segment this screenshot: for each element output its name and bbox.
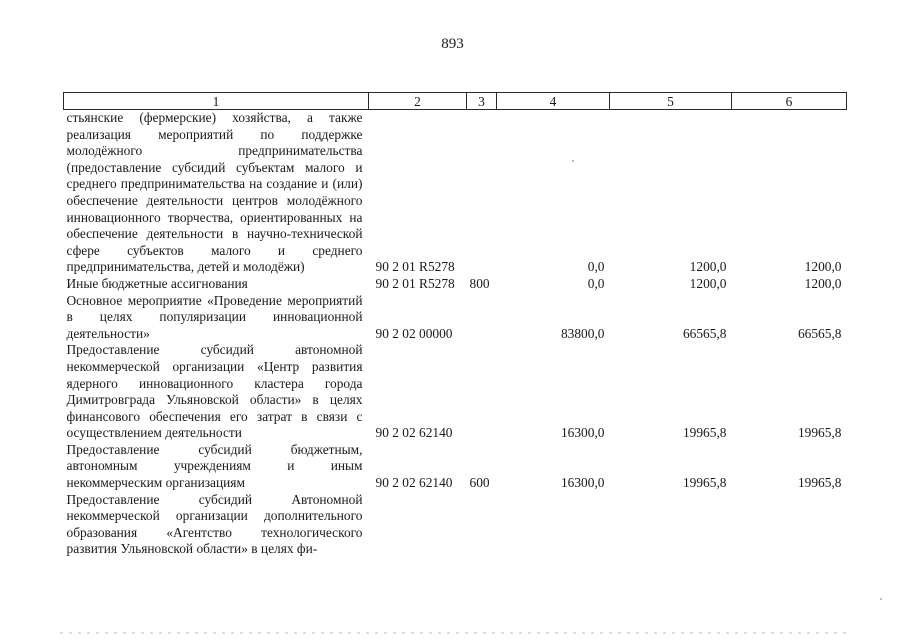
row-type: 600 — [469, 475, 490, 491]
page-number: 893 — [441, 36, 464, 52]
scan-speck — [880, 598, 882, 600]
row-value-4 — [497, 492, 610, 558]
row-type — [467, 492, 497, 558]
table-row — [64, 442, 847, 492]
header-col-2: 2 — [369, 93, 467, 110]
row-value-4: 0,0 — [587, 259, 605, 275]
row-value-5: 66565,8 — [682, 325, 727, 341]
table-row — [64, 110, 847, 276]
row-value-5: 1200,0 — [689, 275, 727, 291]
row-value-5: 19965,8 — [682, 475, 727, 491]
row-code — [369, 492, 467, 558]
header-col-4: 4 — [497, 93, 610, 110]
table-row — [64, 492, 847, 558]
table-row — [64, 276, 847, 293]
scan-speck — [572, 160, 574, 162]
row-value-6: 1200,0 — [804, 259, 842, 275]
row-type — [467, 293, 497, 343]
row-type: 800 — [469, 275, 490, 291]
header-col-1: 1 — [64, 93, 369, 110]
header-col-3: 3 — [467, 93, 497, 110]
scan-edge-noise — [60, 632, 850, 634]
row-value-4: 83800,0 — [560, 325, 605, 341]
row-code: 90 2 02 62140 — [375, 425, 453, 441]
row-code: 90 2 01 R5278 — [375, 259, 455, 275]
row-type — [467, 110, 497, 276]
header-col-6: 6 — [732, 93, 847, 110]
row-value-6: 1200,0 — [804, 275, 842, 291]
row-type — [467, 342, 497, 442]
row-value-4: 16300,0 — [560, 425, 605, 441]
row-value-5 — [610, 492, 732, 558]
row-value-4: 0,0 — [587, 275, 605, 291]
table-row — [64, 293, 847, 343]
row-name: Иные бюджетные ассигнования — [66, 275, 248, 291]
row-name: стьянские (фермерские) хозяйства, а также реализация мероприятий по поддержке молодёжного предпринимательства (предоставление субсидий субъектам малого и среднего предпринимательства на создание и (или) обеспечение деятельности центров молодёжного инновационного творчества, ориентированных на обеспечение деятельности в научно-технической сфере субъектов малого и среднего предпринимательства, детей и молодёжи) — [66, 110, 363, 275]
budget-table — [63, 92, 847, 558]
header-row — [64, 93, 847, 110]
header-col-5: 5 — [610, 93, 732, 110]
row-name: Предоставление субсидий автономной некоммерческой организации «Центр развития ядерного инновационного кластера города Димитровграда Ульяновской области» в целях финансового обеспечения его затрат в связи с осуществлением деятельности — [66, 342, 363, 441]
row-value-4: 16300,0 — [560, 475, 605, 491]
row-name: Предоставление субсидий Автономной некоммерческой организации дополнительного образования «Агентство технологического развития Ульяновской области» в целях фи- — [66, 491, 363, 557]
row-value-6: 19965,8 — [797, 475, 842, 491]
row-name: Основное мероприятие «Проведение мероприятий в целях популяризации инновационной деятельности» — [66, 292, 363, 341]
row-value-6: 66565,8 — [797, 325, 842, 341]
row-code: 90 2 02 62140 — [375, 475, 453, 491]
row-value-6 — [732, 492, 847, 558]
row-name: Предоставление субсидий бюджетным, автономным учреждениям и иным некоммерческим организациям — [66, 441, 363, 491]
row-code: 90 2 01 R5278 — [375, 275, 455, 291]
row-code: 90 2 02 00000 — [375, 325, 453, 341]
table-row — [64, 342, 847, 442]
row-value-5: 1200,0 — [689, 259, 727, 275]
row-value-5: 19965,8 — [682, 425, 727, 441]
row-value-6: 19965,8 — [797, 425, 842, 441]
